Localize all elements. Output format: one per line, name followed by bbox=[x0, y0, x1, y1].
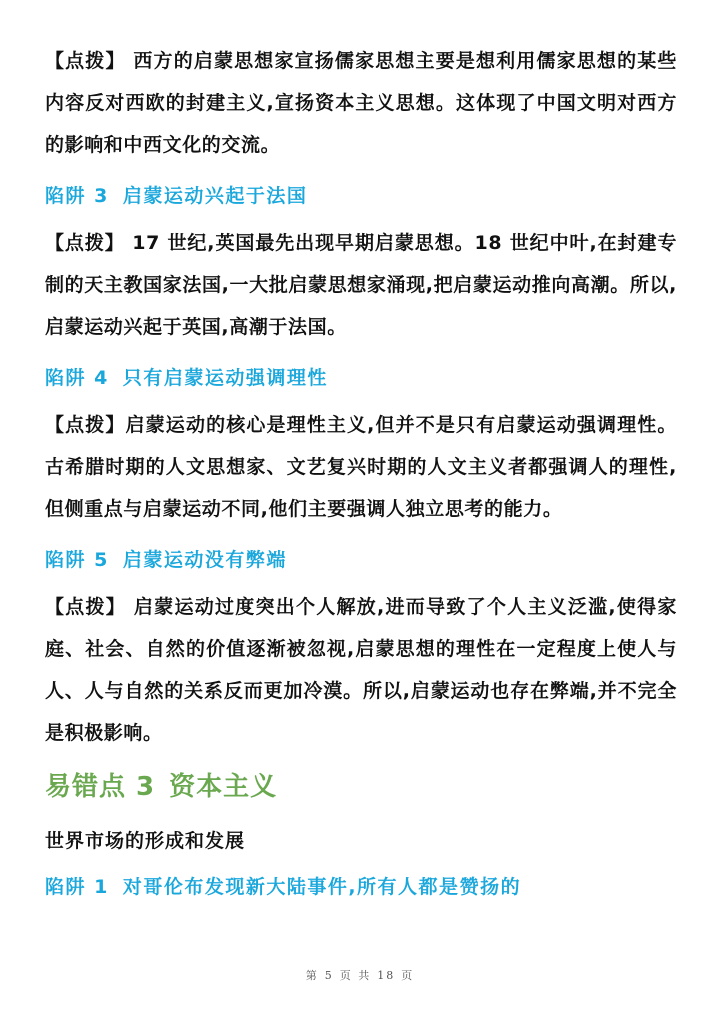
hint-paragraph: 【点拨】 西方的启蒙思想家宣扬儒家思想主要是想利用儒家思想的某些内容反对西欧的封建主义,宣扬资本主义思想。这体现了中国文明对西方的影响和中西文化的交流。 bbox=[45, 50, 677, 156]
trap-label: 陷阱 1 bbox=[45, 876, 109, 898]
trap-heading bbox=[45, 539, 677, 581]
page-footer bbox=[0, 967, 720, 983]
trap-title: 启蒙运动没有弊端 bbox=[122, 549, 287, 571]
subheading: 世界市场的形成和发展 bbox=[45, 830, 246, 852]
page-number: 5 bbox=[324, 969, 334, 982]
trap-label: 陷阱 3 bbox=[45, 185, 109, 207]
section-heading bbox=[45, 766, 277, 803]
hint-paragraph: 【点拨】 17 世纪,英国最先出现早期启蒙思想。18 世纪中叶,在封建专制的天主教国家法国,一大批启蒙思想家涌现,把启蒙运动推向高潮。所以,启蒙运动兴起于英国,高潮于法国。 bbox=[45, 232, 677, 338]
trap-label: 陷阱 4 bbox=[45, 367, 109, 389]
trap-heading bbox=[45, 872, 521, 899]
trap-title: 启蒙运动兴起于法国 bbox=[122, 185, 308, 207]
trap-heading bbox=[45, 175, 677, 217]
footer-suffix: 页 bbox=[401, 969, 415, 982]
document-body bbox=[45, 40, 677, 754]
trap-label: 陷阱 5 bbox=[45, 549, 109, 571]
hint-paragraph: 【点拨】 启蒙运动过度突出个人解放,进而导致了个人主义泛滥,使得家庭、社会、自然的价值逐渐被忽视,启蒙思想的理性在一定程度上使人与人、人与自然的关系反而更加冷漠。所以,启蒙运动也存在弊端,并不完全是积极影响。 bbox=[45, 596, 677, 744]
footer-prefix: 第 bbox=[305, 969, 319, 982]
section-label: 易错点 3 bbox=[45, 772, 156, 802]
section-title: 资本主义 bbox=[169, 772, 278, 802]
trap-title: 对哥伦布发现新大陆事件,所有人都是赞扬的 bbox=[122, 876, 522, 898]
page-total: 18 bbox=[377, 969, 396, 982]
hint-paragraph: 【点拨】启蒙运动的核心是理性主义,但并不是只有启蒙运动强调理性。古希腊时期的人文思想家、文艺复兴时期的人文主义者都强调人的理性,但侧重点与启蒙运动不同,他们主要强调人独立思考的能力。 bbox=[45, 414, 677, 520]
footer-middle: 页 共 bbox=[339, 969, 372, 982]
trap-title: 只有启蒙运动强调理性 bbox=[122, 367, 328, 389]
trap-heading bbox=[45, 357, 677, 399]
